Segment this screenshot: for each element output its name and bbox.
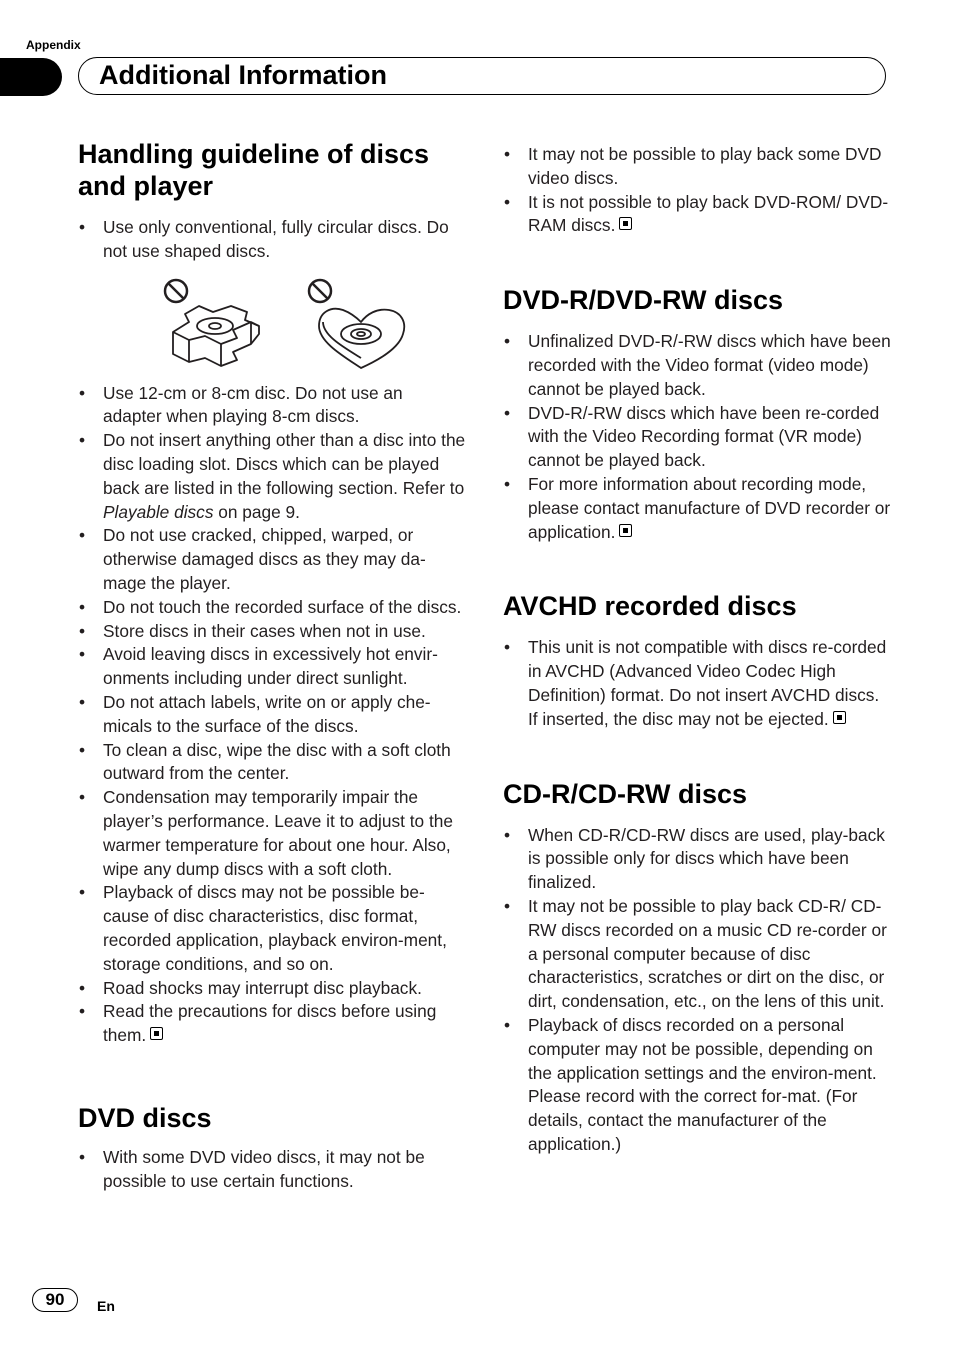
list-item: • Do not insert anything other than a disc into the disc loading slot. Discs which can be played back are listed in the following section. Refer to Playable discs on page 9. bbox=[78, 429, 466, 524]
page-number: 90 bbox=[32, 1288, 78, 1312]
avchd-heading: AVCHD recorded discs bbox=[503, 591, 797, 622]
section-tab bbox=[0, 58, 62, 96]
list-item: • Road shocks may interrupt disc playback. bbox=[78, 977, 466, 1001]
list-item: • Use only conventional, fully circular discs. Do not use shaped discs. bbox=[78, 216, 466, 264]
handling-heading: Handling guideline of discs and player bbox=[78, 139, 430, 201]
list-item: • This unit is not compatible with discs re-corded in AVCHD (Advanced Video Codec High Definition) format. Do not insert AVCHD discs. If inserted, the disc may not be ejected. bbox=[503, 636, 893, 731]
dvd-list-continued bbox=[503, 143, 893, 238]
prohibition-icon bbox=[309, 280, 331, 302]
list-item: • When CD-R/CD-RW discs are used, play-back is possible only for discs which have been finalized. bbox=[503, 824, 893, 895]
list-item: • It may not be possible to play back some DVD video discs. bbox=[503, 143, 893, 191]
cross-shaped-disc-icon bbox=[173, 306, 259, 366]
end-mark-icon bbox=[833, 711, 846, 724]
dvd-heading: DVD discs bbox=[78, 1102, 212, 1133]
list-item: • For more information about recording mode, please contact manufacture of DVD recorder or application. bbox=[503, 473, 893, 544]
list-item: • Store discs in their cases when not in use. bbox=[78, 620, 466, 644]
list-item: • DVD-R/-RW discs which have been re-corded with the Video Recording format (VR mode) cannot be played back. bbox=[503, 402, 893, 473]
cdr-list bbox=[503, 824, 893, 1157]
appendix-label: Appendix bbox=[26, 38, 81, 52]
list-item: • With some DVD video discs, it may not be possible to use certain functions. bbox=[78, 1146, 466, 1194]
cross-reference: Playable discs bbox=[103, 501, 214, 522]
handling-list-top bbox=[78, 216, 466, 264]
list-item: • It may not be possible to play back CD-R/ CD-RW discs recorded on a music CD re-corder or a personal computer because of disc characteristics, scratches or dirt on the disc, or dirt, condensation, etc., on the lens of this unit. bbox=[503, 895, 893, 1014]
section-header-bar bbox=[78, 57, 886, 95]
list-item: • Avoid leaving discs in excessively hot envir-onments including under direct sunlight. bbox=[78, 643, 466, 691]
list-item: • It is not possible to play back DVD-ROM/ DVD-RAM discs. bbox=[503, 191, 893, 239]
language-label: En bbox=[97, 1298, 115, 1314]
avchd-list bbox=[503, 636, 893, 731]
section-title: Additional Information bbox=[99, 60, 387, 90]
right-column bbox=[503, 143, 893, 1157]
dvdr-heading: DVD-R/DVD-RW discs bbox=[503, 285, 784, 316]
cdr-heading: CD-R/CD-RW discs bbox=[503, 778, 748, 809]
dvdr-list bbox=[503, 330, 893, 544]
end-mark-icon bbox=[150, 1027, 163, 1040]
list-item: • Do not attach labels, write on or apply che-micals to the surface of the discs. bbox=[78, 691, 466, 739]
list-item: • To clean a disc, wipe the disc with a soft cloth outward from the center. bbox=[78, 739, 466, 787]
list-item: • Playback of discs recorded on a personal computer may not be possible, depending on the application settings and the environ-ment. Please record with the correct for-mat. (For details, contact the manufacturer of the application.) bbox=[503, 1014, 893, 1157]
list-item: • Playback of discs may not be possible be-cause of disc characteristics, disc format, recorded application, playback environ-ment, storage conditions, and so on. bbox=[78, 881, 466, 976]
dvd-list bbox=[78, 1146, 466, 1194]
left-column bbox=[78, 138, 466, 1194]
end-mark-icon bbox=[619, 524, 632, 537]
list-item: • Condensation may temporarily impair the player’s performance. Leave it to adjust to the warmer temperature for about one hour. Also, wipe any dump discs with a soft cloth. bbox=[78, 786, 466, 881]
shaped-discs-illustration bbox=[163, 276, 413, 376]
list-item: • Do not use cracked, chipped, warped, or otherwise damaged discs as they may da-mage the player. bbox=[78, 524, 466, 595]
prohibition-icon bbox=[165, 280, 187, 302]
list-item: • Do not touch the recorded surface of the discs. bbox=[78, 596, 466, 620]
list-item: • Read the precautions for discs before using them. bbox=[78, 1000, 466, 1048]
end-mark-icon bbox=[619, 217, 632, 230]
heart-shaped-disc-icon bbox=[319, 308, 404, 367]
handling-list bbox=[78, 382, 466, 1048]
list-item: • Use 12-cm or 8-cm disc. Do not use an adapter when playing 8-cm discs. bbox=[78, 382, 466, 430]
list-item: • Unfinalized DVD-R/-RW discs which have been recorded with the Video format (video mode) cannot be played back. bbox=[503, 330, 893, 401]
